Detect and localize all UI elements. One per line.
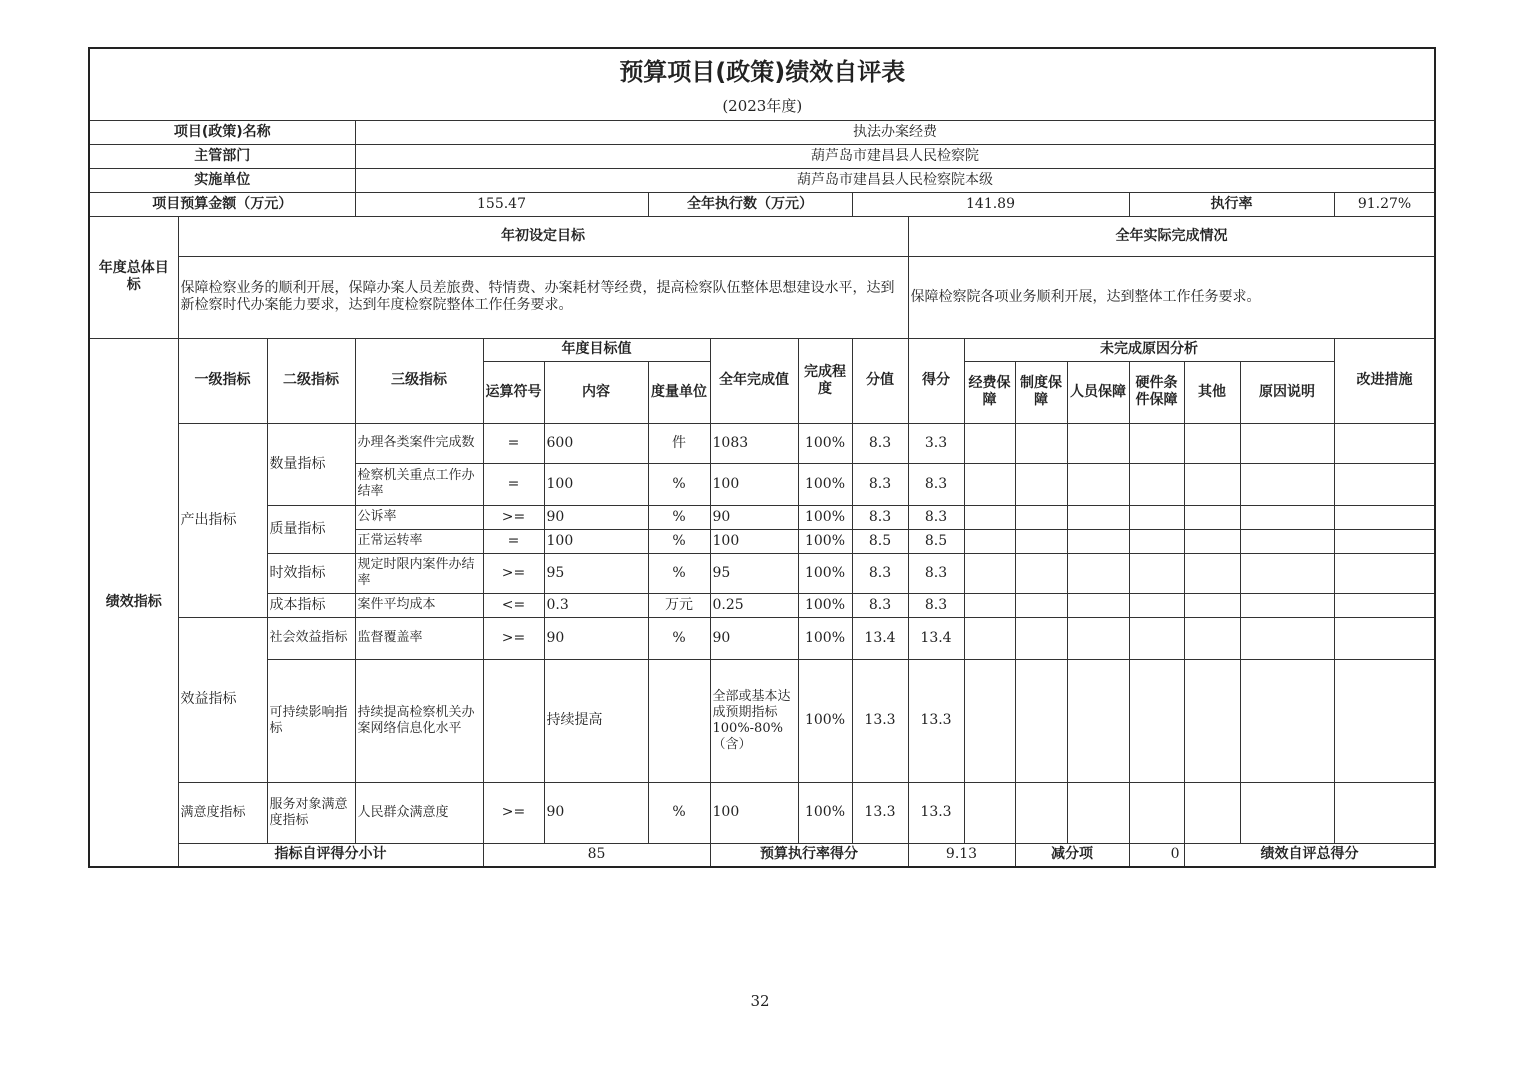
group-output: 产出指标 xyxy=(178,423,267,617)
header-score: 得分 xyxy=(908,338,964,423)
header-improve: 改进措施 xyxy=(1334,338,1435,423)
indicator-content: 100 xyxy=(544,529,648,553)
indicator-full-score: 8.3 xyxy=(852,553,908,593)
goal-set-label: 年初设定目标 xyxy=(178,216,908,256)
indicator-unit: 万元 xyxy=(648,593,710,617)
budget-value: 155.47 xyxy=(355,192,648,216)
budget-score-value: 9.13 xyxy=(908,843,1015,867)
group-satisfaction: 满意度指标 xyxy=(178,782,267,843)
indicator-full-score: 8.3 xyxy=(852,593,908,617)
page-title: 预算项目(政策)绩效自评表 xyxy=(89,48,1435,94)
indicator-degree: 100% xyxy=(798,617,852,659)
indicator-full-score: 13.3 xyxy=(852,659,908,782)
indicator-actual: 90 xyxy=(710,617,798,659)
indicator-score: 8.3 xyxy=(908,553,964,593)
indicator-op: >= xyxy=(483,505,544,529)
header-full-score: 分值 xyxy=(852,338,908,423)
header-reason: 未完成原因分析 xyxy=(964,338,1334,361)
table-row xyxy=(89,505,1435,529)
indicator-full-score: 13.3 xyxy=(852,782,908,843)
header-reason-funding: 经费保障 xyxy=(964,361,1015,423)
indicator-score: 8.5 xyxy=(908,529,964,553)
indicator-op: = xyxy=(483,463,544,505)
header-content: 内容 xyxy=(544,361,648,423)
header-reason-other: 其他 xyxy=(1184,361,1240,423)
group-social: 社会效益指标 xyxy=(267,617,355,659)
indicator-content: 90 xyxy=(544,782,648,843)
indicator-unit: % xyxy=(648,463,710,505)
table-row xyxy=(89,423,1435,463)
indicator-unit: % xyxy=(648,505,710,529)
indicator-degree: 100% xyxy=(798,423,852,463)
group-time: 时效指标 xyxy=(267,553,355,593)
header-op: 运算符号 xyxy=(483,361,544,423)
indicator-full-score: 8.5 xyxy=(852,529,908,553)
indicator-actual: 0.25 xyxy=(710,593,798,617)
indicator-degree: 100% xyxy=(798,659,852,782)
indicator-name: 案件平均成本 xyxy=(355,593,483,617)
table-row xyxy=(89,782,1435,843)
header-degree: 完成程度 xyxy=(798,338,852,423)
header-l3: 三级指标 xyxy=(355,338,483,423)
indicator-score: 13.3 xyxy=(908,782,964,843)
indicator-name: 公诉率 xyxy=(355,505,483,529)
indicator-unit: % xyxy=(648,782,710,843)
group-benefit: 效益指标 xyxy=(178,617,267,782)
indicator-degree: 100% xyxy=(798,505,852,529)
table-row xyxy=(89,593,1435,617)
indicator-content: 90 xyxy=(544,505,648,529)
indicator-name: 正常运转率 xyxy=(355,529,483,553)
header-actual: 全年完成值 xyxy=(710,338,798,423)
indicator-name: 监督覆盖率 xyxy=(355,617,483,659)
indicator-op: = xyxy=(483,423,544,463)
dept-label: 主管部门 xyxy=(89,144,355,168)
indicator-actual: 全部或基本达成预期指标100%-80%（含） xyxy=(710,659,798,782)
deduct-label: 减分项 xyxy=(1015,843,1129,867)
indicator-content: 100 xyxy=(544,463,648,505)
table-row xyxy=(89,553,1435,593)
header-reason-hardware: 硬件条件保障 xyxy=(1129,361,1184,423)
indicator-op: >= xyxy=(483,617,544,659)
indicator-full-score: 13.4 xyxy=(852,617,908,659)
header-l2: 二级指标 xyxy=(267,338,355,423)
indicator-content: 0.3 xyxy=(544,593,648,617)
group-service: 服务对象满意度指标 xyxy=(267,782,355,843)
indicator-unit: % xyxy=(648,553,710,593)
indicator-score: 3.3 xyxy=(908,423,964,463)
unit-label: 实施单位 xyxy=(89,168,355,192)
indicator-name: 持续提高检察机关办案网络信息化水平 xyxy=(355,659,483,782)
indicator-unit xyxy=(648,659,710,782)
table-row xyxy=(89,617,1435,659)
indicator-actual: 95 xyxy=(710,553,798,593)
page-number: 32 xyxy=(750,992,770,1010)
header-reason-system: 制度保障 xyxy=(1015,361,1067,423)
indicator-score: 13.3 xyxy=(908,659,964,782)
indicator-name: 人民群众满意度 xyxy=(355,782,483,843)
indicator-actual: 1083 xyxy=(710,423,798,463)
rate-value: 91.27% xyxy=(1334,192,1435,216)
project-name-label: 项目(政策)名称 xyxy=(89,120,355,144)
rate-label: 执行率 xyxy=(1129,192,1334,216)
indicator-score: 8.3 xyxy=(908,463,964,505)
evaluation-table xyxy=(88,47,1436,868)
dept-value: 葫芦岛市建昌县人民检察院 xyxy=(355,144,1435,168)
indicator-name: 检察机关重点工作办结率 xyxy=(355,463,483,505)
budget-score-label: 预算执行率得分 xyxy=(710,843,908,867)
indicator-unit: % xyxy=(648,617,710,659)
indicator-full-score: 8.3 xyxy=(852,463,908,505)
header-target: 年度目标值 xyxy=(483,338,710,361)
indicator-full-score: 8.3 xyxy=(852,505,908,529)
indicator-content: 持续提高 xyxy=(544,659,648,782)
deduct-value: 0 xyxy=(1129,843,1184,867)
group-quantity: 数量指标 xyxy=(267,423,355,505)
indicator-name: 办理各类案件完成数 xyxy=(355,423,483,463)
subtotal-value: 85 xyxy=(483,843,710,867)
indicator-unit: % xyxy=(648,529,710,553)
performance-evaluation-sheet xyxy=(88,47,1434,868)
indicator-content: 95 xyxy=(544,553,648,593)
goal-done-label: 全年实际完成情况 xyxy=(908,216,1435,256)
indicator-op xyxy=(483,659,544,782)
header-l1: 一级指标 xyxy=(178,338,267,423)
group-quality: 质量指标 xyxy=(267,505,355,553)
indicator-actual: 100 xyxy=(710,529,798,553)
subtotal-label: 指标自评得分小计 xyxy=(178,843,483,867)
budget-label: 项目预算金额（万元） xyxy=(89,192,355,216)
group-sustain: 可持续影响指标 xyxy=(267,659,355,782)
indicator-content: 90 xyxy=(544,617,648,659)
indicator-score: 8.3 xyxy=(908,505,964,529)
exec-label: 全年执行数（万元） xyxy=(648,192,852,216)
project-name: 执法办案经费 xyxy=(355,120,1435,144)
unit-value: 葫芦岛市建昌县人民检察院本级 xyxy=(355,168,1435,192)
indicator-op: >= xyxy=(483,782,544,843)
indicator-degree: 100% xyxy=(798,529,852,553)
group-cost: 成本指标 xyxy=(267,593,355,617)
header-unit: 度量单位 xyxy=(648,361,710,423)
indicator-op: = xyxy=(483,529,544,553)
header-reason-staff: 人员保障 xyxy=(1067,361,1129,423)
indicator-op: >= xyxy=(483,553,544,593)
indicator-degree: 100% xyxy=(798,553,852,593)
goal-label: 年度总体目标 xyxy=(89,216,178,338)
header-reason-note: 原因说明 xyxy=(1240,361,1334,423)
indicator-full-score: 8.3 xyxy=(852,423,908,463)
indicator-degree: 100% xyxy=(798,463,852,505)
indicator-actual: 90 xyxy=(710,505,798,529)
goal-done-text: 保障检察院各项业务顺利开展，达到整体工作任务要求。 xyxy=(908,256,1435,338)
indicator-name: 规定时限内案件办结率 xyxy=(355,553,483,593)
indicator-content: 600 xyxy=(544,423,648,463)
table-row xyxy=(89,659,1435,782)
indicator-unit: 件 xyxy=(648,423,710,463)
indicator-degree: 100% xyxy=(798,782,852,843)
total-score-label: 绩效自评总得分 xyxy=(1184,843,1435,867)
indicator-degree: 100% xyxy=(798,593,852,617)
indicator-score: 13.4 xyxy=(908,617,964,659)
indicator-op: <= xyxy=(483,593,544,617)
indicator-score: 8.3 xyxy=(908,593,964,617)
page-subtitle: (2023年度) xyxy=(89,94,1435,120)
goal-set-text: 保障检察业务的顺利开展，保障办案人员差旅费、特情费、办案耗材等经费，提高检察队伍整体思想建设水平，达到新检察时代办案能力要求，达到年度检察院整体工作任务要求。 xyxy=(178,256,908,338)
perf-label: 绩效指标 xyxy=(89,338,178,867)
exec-value: 141.89 xyxy=(852,192,1129,216)
indicator-actual: 100 xyxy=(710,463,798,505)
indicator-actual: 100 xyxy=(710,782,798,843)
